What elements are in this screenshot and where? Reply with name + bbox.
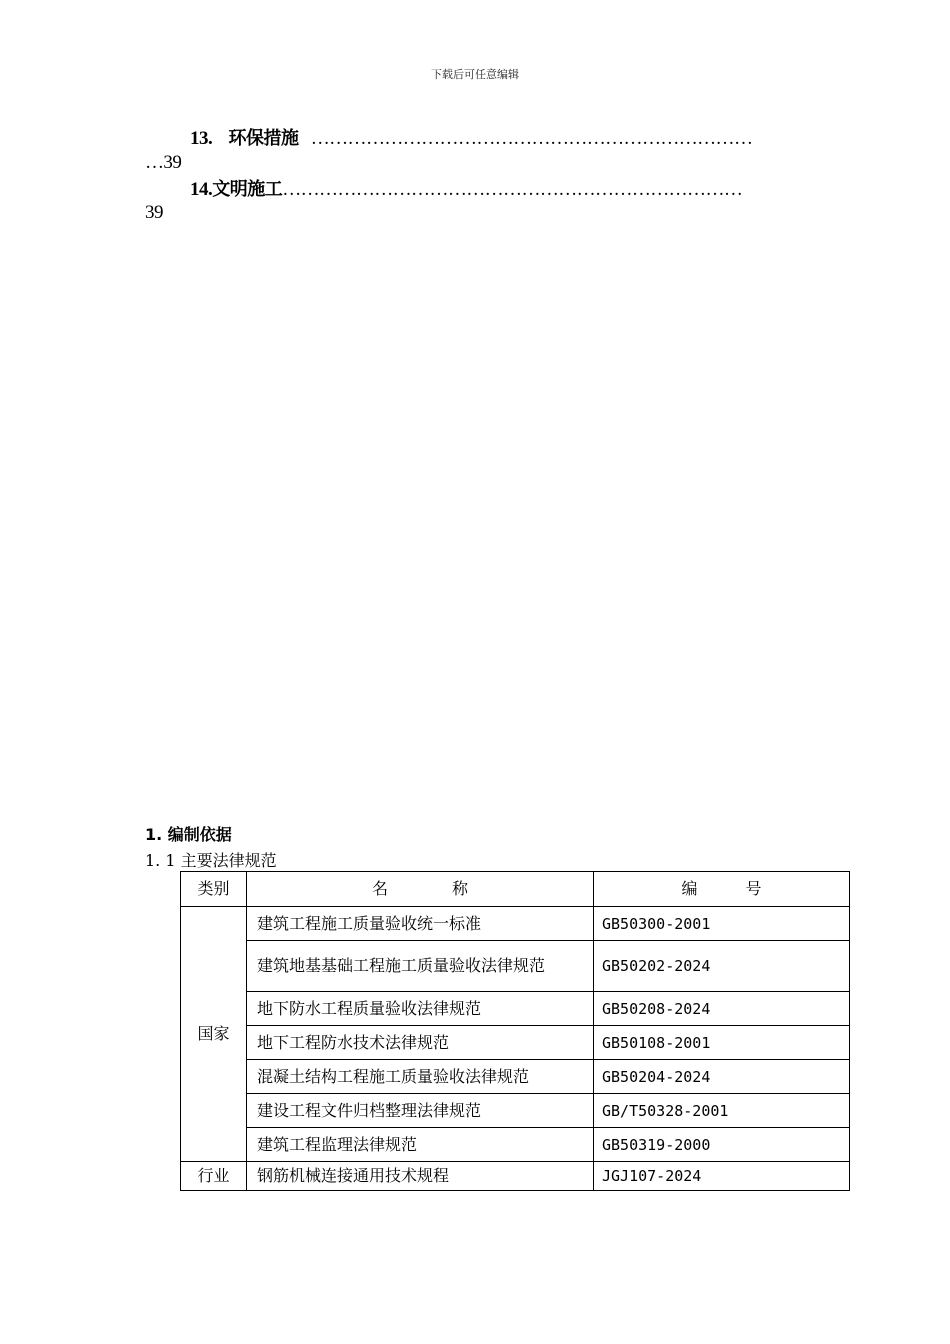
regulation-name: 地下防水工程质量验收法律规范 — [247, 992, 594, 1026]
regulations-table — [180, 871, 850, 1191]
header-code: 编 号 — [594, 872, 850, 907]
table-header-row — [181, 872, 850, 907]
toc-leader-dots: ………………………………………………………………… — [282, 179, 743, 200]
toc-leader-dots: ……………………………………………………………… — [310, 128, 753, 149]
regulation-code: GB50204-2024 — [594, 1060, 850, 1094]
regulation-code: GB50108-2001 — [594, 1026, 850, 1060]
regulation-name: 混凝土结构工程施工质量验收法律规范 — [247, 1060, 594, 1094]
regulation-name: 建筑地基基础工程施工质量验收法律规范 — [247, 941, 594, 992]
toc-page-number: 39 — [163, 152, 182, 173]
toc-entry-title: 环保措施 — [228, 128, 299, 149]
table-row — [181, 1026, 850, 1060]
category-cell: 行业 — [181, 1162, 247, 1191]
regulation-code: JGJ107-2024 — [594, 1162, 850, 1191]
table-row — [181, 907, 850, 941]
toc-entry-number: 14. — [190, 179, 213, 200]
category-cell: 国家 — [181, 907, 247, 1162]
header-category: 类别 — [181, 872, 247, 907]
regulation-code: GB50202-2024 — [594, 941, 850, 992]
regulation-code: GB/T50328-2001 — [594, 1094, 850, 1128]
toc-entry-14 — [190, 175, 742, 201]
table-row — [181, 1128, 850, 1162]
table-row — [181, 941, 850, 992]
toc-entry-number: 13. — [190, 128, 213, 149]
regulation-name: 地下工程防水技术法律规范 — [247, 1026, 594, 1060]
regulation-name: 钢筋机械连接通用技术规程 — [247, 1162, 594, 1191]
regulation-code: GB50208-2024 — [594, 992, 850, 1026]
toc-leader-dots-continued: … — [145, 152, 164, 173]
subsection-heading: 1. 1 主要法律规范 — [145, 851, 277, 870]
header-name: 名 称 — [247, 872, 594, 907]
table-row — [181, 992, 850, 1026]
regulation-name: 建筑工程施工质量验收统一标准 — [247, 907, 594, 941]
section-heading: 1. 编制依据 — [145, 825, 232, 844]
page-header: 下载后可任意编辑 — [431, 68, 519, 81]
toc-entry-13 — [190, 124, 752, 150]
regulation-name: 建筑工程监理法律规范 — [247, 1128, 594, 1162]
table-row — [181, 1162, 850, 1191]
toc-entry-title: 文明施工 — [212, 179, 283, 200]
table-row — [181, 1060, 850, 1094]
regulation-name: 建设工程文件归档整理法律规范 — [247, 1094, 594, 1128]
toc-entry-14-page: 39 — [145, 202, 163, 223]
toc-entry-13-page — [145, 152, 181, 174]
table-row — [181, 1094, 850, 1128]
regulation-code: GB50319-2000 — [594, 1128, 850, 1162]
regulation-code: GB50300-2001 — [594, 907, 850, 941]
